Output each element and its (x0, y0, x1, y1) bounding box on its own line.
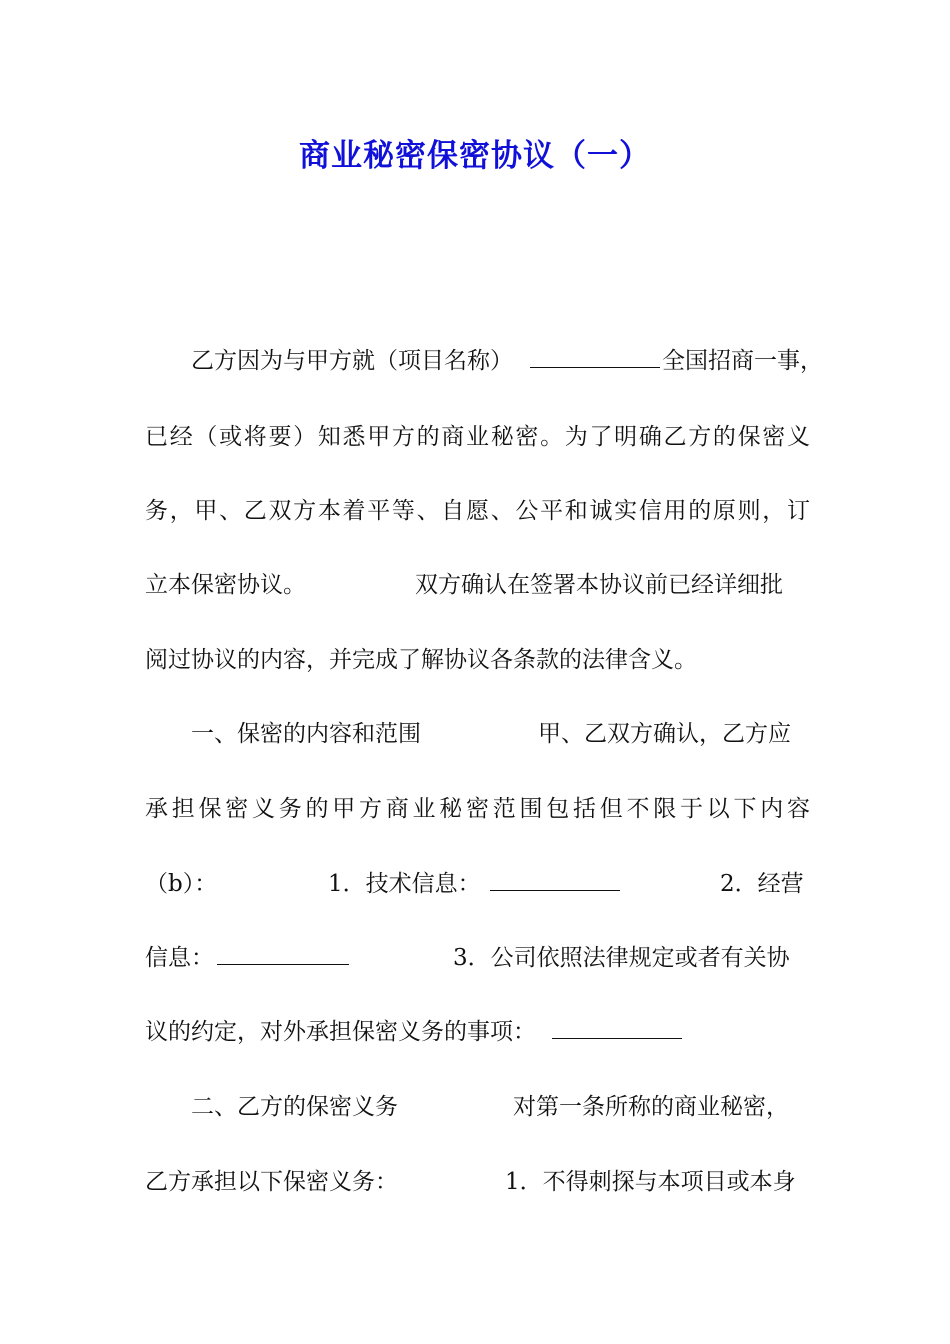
technical-info-blank (490, 864, 620, 904)
external-obligations-blank (552, 1012, 682, 1052)
paragraph-line-1 (145, 341, 823, 381)
operating-info-blank (217, 938, 349, 978)
paragraph-line-7: 承担保密义务的甲方商业秘密范围包括但不限于以下内容 (145, 796, 810, 822)
paragraph-line-4 (145, 565, 810, 605)
line-9-text-b: 3．公司依照法律规定或者有关协 (453, 945, 790, 971)
project-name-blank (530, 341, 660, 381)
line-11-text-b: 对第一条所称的商业秘密， (513, 1094, 789, 1120)
paragraph-line-8 (145, 864, 810, 904)
line-12-text-a: 乙方承担以下保密义务： (145, 1169, 398, 1195)
line-4-text: 立本保密协议。 (145, 572, 306, 598)
line-8-text-a: （b）： (145, 871, 218, 897)
operating-info-label-end: 信息： (145, 945, 214, 971)
paragraph-line-2: 已经（或将要）知悉甲方的商业秘密。为了明确乙方的保密义 (145, 424, 810, 450)
paragraph-line-12 (145, 1162, 810, 1202)
paragraph-line-3: 务，甲、乙双方本着平等、自愿、公平和诚实信用的原则，订 (145, 498, 810, 524)
paragraph-line-5 (145, 640, 810, 680)
paragraph-line-9 (145, 938, 810, 978)
line-5-text: 阅过协议的内容，并完成了解协议各条款的法律含义。 (145, 647, 697, 673)
document-title: 商业秘密保密协议（一） (299, 138, 651, 174)
line-6-text-b: 甲、乙双方确认，乙方应 (538, 721, 791, 747)
paragraph-line-10 (145, 1012, 810, 1052)
line-12-text-b: 1．不得刺探与本项目或本身 (505, 1169, 796, 1195)
line-10-text: 议的约定，对外承担保密义务的事项： (145, 1019, 536, 1045)
operating-info-label-start: 2．经营 (720, 871, 804, 897)
section-heading-2: 二、乙方的保密义务 (191, 1094, 398, 1120)
section-heading-2-line (145, 1087, 810, 1127)
section-heading-1: 一、保密的内容和范围 (191, 721, 421, 747)
line-1-text-end: 全国招商一事， (662, 348, 823, 374)
line-4-text-b: 双方确认在签署本协议前已经详细批 (415, 572, 783, 598)
line-1-text: 乙方因为与甲方就（项目名称） (191, 348, 513, 374)
technical-info-label: 1．技术信息： (328, 871, 481, 897)
section-heading-1-line (145, 714, 810, 754)
